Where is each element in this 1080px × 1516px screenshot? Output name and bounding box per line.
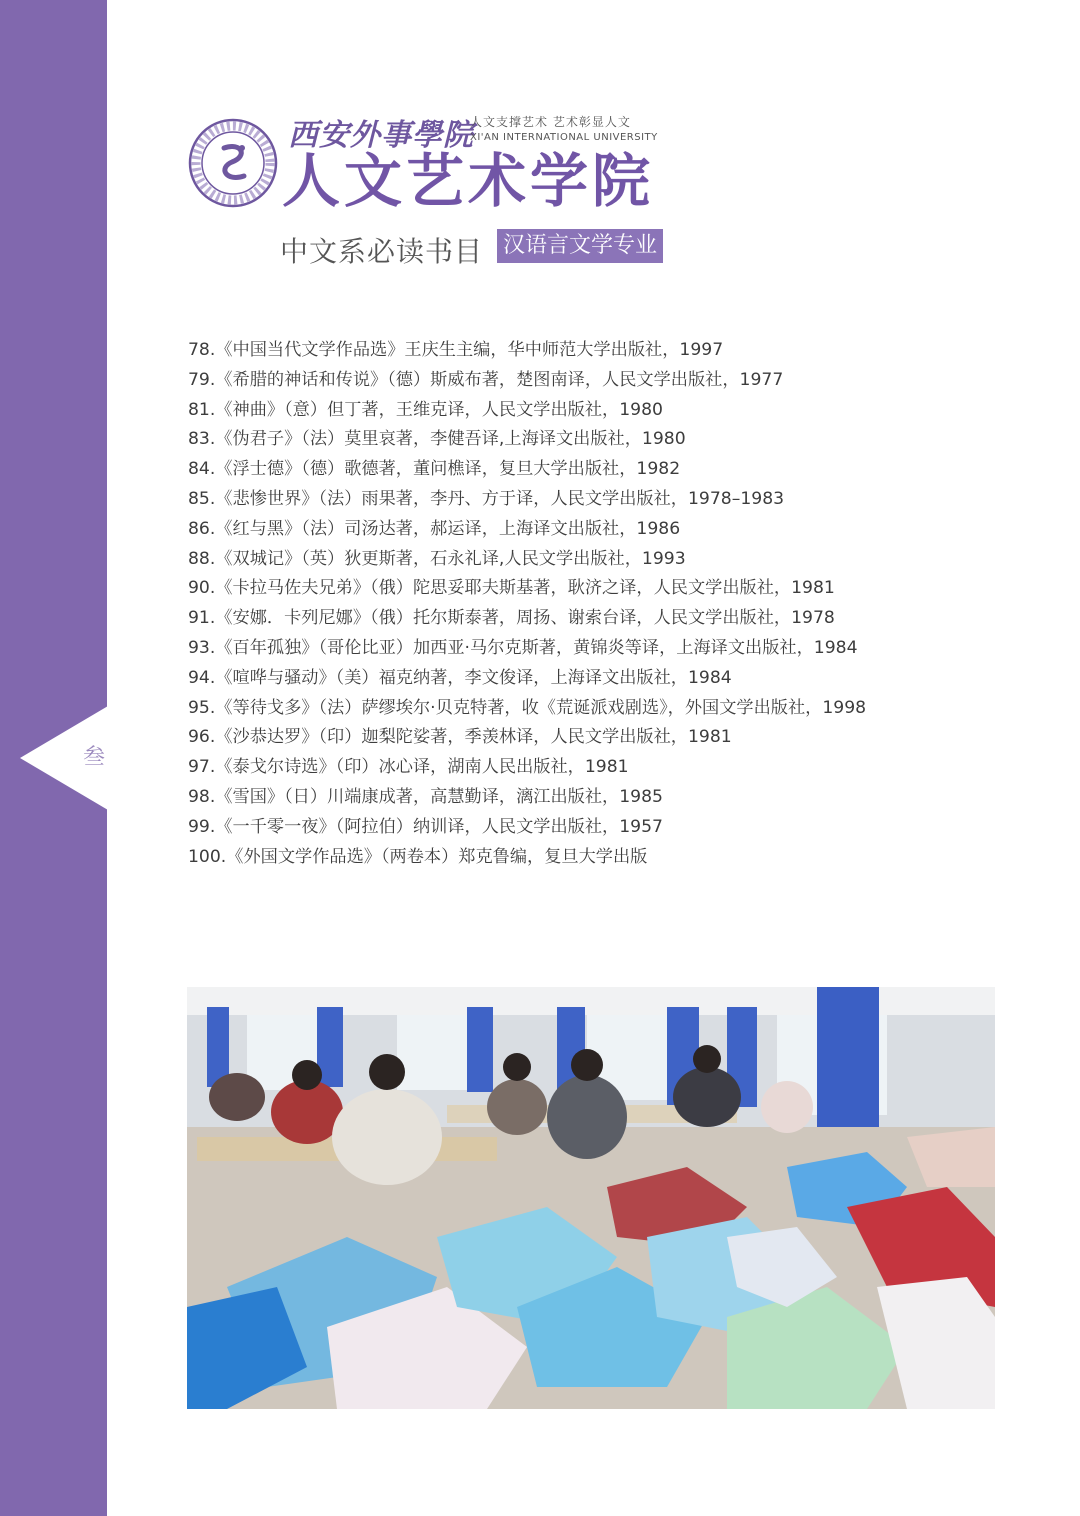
college-title: 人文艺术学院 xyxy=(282,147,655,215)
university-seal-icon xyxy=(188,118,278,208)
book-item: 83.《伪君子》（法）莫里哀著，李健吾译,上海译文出版社，1980 xyxy=(188,429,686,450)
book-item: 85.《悲惨世界》（法）雨果著，李丹、方于译，人民文学出版社，1978–1983 xyxy=(188,488,785,509)
book-item: 96.《沙恭达罗》（印）迦梨陀娑著，季羡林译，人民文学出版社，1981 xyxy=(188,727,732,748)
book-item: 90.《卡拉马佐夫兄弟》（俄）陀思妥耶夫斯基著，耿济之译，人民文学出版社，1981 xyxy=(188,578,835,599)
book-item: 93.《百年孤独》（哥伦比亚）加西亚·马尔克斯著，黄锦炎等译，上海译文出版社，1984 xyxy=(188,637,858,658)
book-item: 99.《一千零一夜》（阿拉伯）纳训译，人民文学出版社，1957 xyxy=(188,816,663,837)
book-item: 88.《双城记》（英）狄更斯著，石永礼译,人民文学出版社，1993 xyxy=(188,548,686,569)
book-item: 95.《等待戈多》（法）萨缪埃尔·贝克特著，收《荒诞派戏剧选》，外国文学出版社，1998 xyxy=(188,697,867,718)
major-badge: 汉语言文学专业 xyxy=(497,229,663,263)
book-item: 100.《外国文学作品选》（两卷本）郑克鲁编，复旦大学出版 xyxy=(188,846,648,867)
book-item: 79.《希腊的神话和传说》（德）斯威布著，楚图南译，人民文学出版社，1977 xyxy=(188,369,784,390)
school-motto: 人文支撑艺术 艺术彰显人文 xyxy=(470,115,631,129)
page-tab xyxy=(20,706,108,810)
book-item: 98.《雪国》（日）川端康成著，高慧勤译，漓江出版社，1985 xyxy=(188,786,663,807)
book-item: 84.《浮士德》（德）歌德著，董问樵译，复旦大学出版社，1982 xyxy=(188,459,681,480)
school-name-en: XI'AN INTERNATIONAL UNIVERSITY xyxy=(470,132,658,143)
classroom-photo xyxy=(187,987,995,1409)
book-item: 81.《神曲》（意）但丁著，王维克译，人民文学出版社，1980 xyxy=(188,399,663,420)
book-item: 78.《中国当代文学作品选》王庆生主编，华中师范大学出版社，1997 xyxy=(188,340,724,360)
book-item: 86.《红与黑》（法）司汤达著，郝运译，上海译文出版社，1986 xyxy=(188,518,681,539)
book-list xyxy=(188,336,988,872)
page-number: 叁 xyxy=(82,745,105,770)
book-item: 94.《喧哗与骚动》（美）福克纳著，李文俊译，上海译文出版社，1984 xyxy=(188,667,732,688)
book-item: 97.《泰戈尔诗选》（印）冰心译，湖南人民出版社，1981 xyxy=(188,757,629,778)
school-name-cn: 西安外事學院 xyxy=(288,118,474,153)
reading-list-title: 中文系必读书目 xyxy=(280,235,484,268)
book-item: 91.《安娜．卡列尼娜》（俄）托尔斯泰著，周扬、谢索台译，人民文学出版社，1978 xyxy=(188,608,835,629)
